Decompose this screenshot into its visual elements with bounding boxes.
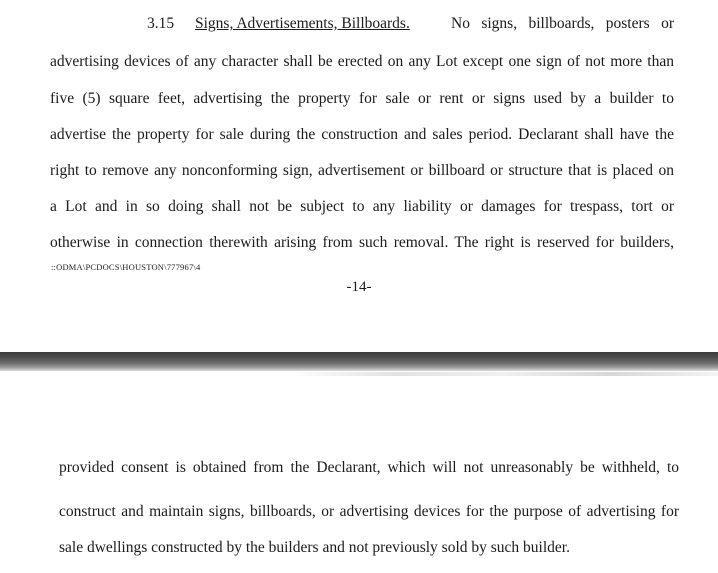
continuation-line-1: provided consent is obtained from the Declarant, which will not unreasonably be withheld, to bbox=[59, 459, 679, 476]
continuation-line-3: sale dwellings constructed by the builders and not previously sold by such builder. bbox=[59, 539, 570, 556]
page-15-continuation bbox=[0, 376, 718, 573]
paragraph-line-2: advertising devices of any character shall be erected on any Lot except one sign of not more than bbox=[50, 53, 674, 70]
paragraph-line-6: a Lot and in so doing shall not be subject to any liability or damages for trespass, tort or bbox=[50, 198, 674, 215]
page-number: -14- bbox=[346, 279, 372, 295]
document-path-footer: ::ODMA\PCDOCS\HOUSTON\777967\4 bbox=[51, 262, 201, 272]
paragraph-line-1: No signs, billboards, posters or bbox=[451, 15, 674, 32]
section-title: Signs, Advertisements, Billboards. bbox=[195, 15, 410, 32]
section-number: 3.15 bbox=[147, 15, 175, 32]
continuation-line-2: construct and maintain signs, billboards, or advertising devices for the purpose of advertising for bbox=[59, 503, 679, 520]
paragraph-line-3: five (5) square feet, advertising the property for sale or rent or signs used by a builder to bbox=[50, 90, 674, 107]
paragraph-line-5: right to remove any nonconforming sign, advertisement or billboard or structure that is placed on bbox=[50, 162, 674, 179]
page-break-divider bbox=[0, 352, 718, 371]
paragraph-line-7: otherwise in connection therewith arising from such removal. The right is reserved for builders, bbox=[50, 234, 674, 251]
paragraph-line-4: advertise the property for sale during the construction and sales period. Declarant shall have the bbox=[50, 126, 674, 143]
